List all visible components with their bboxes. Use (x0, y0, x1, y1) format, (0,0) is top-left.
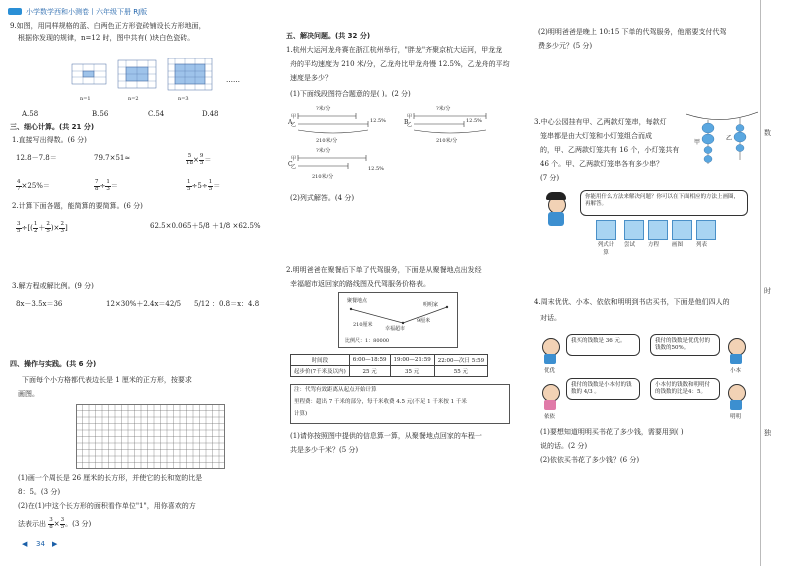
youyou-body (544, 354, 556, 364)
q9-text-2: 根据你发现的规律，n=12 时，图中共有( )块白色瓷砖。 (18, 34, 195, 42)
tile-figures (68, 58, 238, 98)
method-equation[interactable] (648, 220, 668, 248)
p1-q1: (1)下面线段图符合题意的是( )。(2 分) (290, 90, 411, 98)
option-a-label: A (288, 119, 293, 126)
p4-text-b: 对话。 (540, 314, 561, 322)
method-bubble: 你能用什么方法来解决问题？你可以在下面相应的方法上画圈，再解答。 (580, 190, 748, 216)
method-table-label: 列表 (696, 242, 708, 248)
option-d: D.48 (202, 110, 219, 118)
svg-text:甲: 甲 (291, 156, 297, 162)
student-body (548, 212, 564, 226)
svg-text:12.5%: 12.5% (368, 166, 384, 172)
section-5-title: 五、解决问题。(共 32 分) (286, 32, 371, 40)
table-row (291, 366, 488, 377)
p1-text-c: 速度是多少？ (290, 74, 332, 82)
lantern-b-label: 乙 (726, 135, 733, 142)
calc-2-a: $\frac{3}{5}$ ÷[( $\frac{1}{2}$ ＋ $\frac{2}{5}$ )× $\frac{2}{3}$ ] (17, 221, 68, 234)
calc-2-title: 2.计算下面各题，能简算的要简算。(6 分) (12, 202, 143, 210)
svg-text:?米/分: ?米/分 (316, 106, 331, 112)
note-3: 计算) (294, 411, 308, 417)
calc-1-b: 79.7×51≈ (94, 154, 131, 162)
calc-3-title: 3.解方程或解比例。(9 分) (12, 282, 94, 290)
svg-text:甲: 甲 (407, 114, 413, 120)
p2-text-b: 幸福超市返回家的路线图及代驾服务价格表。 (290, 280, 430, 288)
table-icon (696, 220, 716, 240)
svg-text:12.5%: 12.5% (370, 118, 386, 124)
segment-diagrams (286, 100, 506, 180)
map-home: 明明家 (423, 302, 439, 308)
s4-q2b: 法表示出 $\frac{3}{8}$ × $\frac{3}{5}$ 。(3 分) (18, 517, 92, 530)
xiaoben-body (730, 354, 742, 364)
label-n2: n=2 (128, 96, 139, 102)
label-n1: n=1 (80, 96, 91, 102)
label-n3: n=3 (178, 96, 189, 102)
svg-text:210米/分: 210米/分 (312, 174, 334, 180)
calc-3-a: 8x－3.5x＝36 (16, 300, 63, 308)
drawing-grid[interactable] (76, 404, 226, 470)
p3-text-b: 笼串都是由大灯笼和小灯笼组合而成 (540, 132, 652, 140)
svg-text:12.5%: 12.5% (466, 118, 482, 124)
section-4-desc: 下面每个小方格都代表边长是 1 厘米的正方形，按要求 (22, 376, 192, 384)
method-try[interactable] (624, 220, 644, 248)
page-number: 34 (36, 540, 45, 548)
name-youyou: 优优 (544, 368, 556, 374)
section-4-title: 四、操作与实践。(共 6 分) (10, 360, 97, 368)
name-yiyi: 依依 (544, 414, 556, 420)
map-d2: 9厘米 (417, 318, 431, 324)
method-draw[interactable] (672, 220, 692, 248)
side-char-2: 时 (764, 287, 771, 295)
svg-text:?米/分: ?米/分 (436, 106, 451, 112)
p3-text-c: 的，甲、乙两款灯笼共有 16 个，小灯笼共有 (540, 146, 680, 154)
p3-text-a: 3.中心公园挂有甲、乙两款灯笼串，每款灯 (534, 118, 667, 126)
map-start: 聚餐地点 (347, 298, 368, 304)
method-try-label: 尝试 (624, 242, 636, 248)
lantern-a-label: 甲 (694, 139, 701, 146)
yiyi-body (544, 400, 556, 410)
section-4-desc-2: 画图。 (18, 390, 39, 398)
note-1: 注：代驾有效距离从起点开始计算 (294, 387, 377, 393)
svg-text:210米/分: 210米/分 (316, 138, 338, 144)
draw-icon (672, 220, 692, 240)
option-a: A.58 (22, 110, 39, 118)
p1-q2: (2)列式解答。(4 分) (290, 194, 355, 202)
s4-q2: (2)在(1)中这个长方形的面积看作单位"1"，用你喜欢的方 (18, 502, 196, 510)
p4-q1b: 说的话。(2 分) (540, 442, 588, 450)
student-hair (546, 192, 566, 200)
mingming-body (730, 400, 742, 410)
p1-text-a: 1.杭州大运河龙舟赛在浙江杭州举行，"胖龙"齐聚京杭大运河，甲龙龙 (286, 46, 503, 54)
table-cell: 22:00—次日 5:59 (434, 355, 487, 366)
table-cell: 55 元 (434, 366, 487, 377)
calc-1-e: $\frac{7}{8}$ ÷ $\frac{1}{3}$ ＝ (95, 179, 118, 192)
p2-q1b: 共是多少千米？(5 分) (290, 446, 359, 454)
method-calc-label: 列式计算 (597, 242, 615, 256)
method-calc[interactable] (596, 220, 616, 256)
header-badge (8, 8, 22, 15)
label-ellipsis: …… (226, 76, 240, 84)
p2-text-a: 2.明明爸爸在聚餐后下单了代驾服务，下面是从聚餐地点出发经 (286, 266, 482, 274)
s4-q1: (1)画一个周长是 26 厘米的长方形，并使它的长和宽的比是 (18, 474, 203, 482)
p3-text-e: (7 分) (540, 174, 560, 182)
svg-text:210米/分: 210米/分 (436, 138, 458, 144)
price-table (290, 354, 488, 377)
calc-2-b: 62.5×0.065＋5/8 ＋1/8 ×62.5% (150, 222, 261, 230)
section-3-title: 三、细心计算。(共 21 分) (10, 123, 95, 131)
page-edge-divider (760, 0, 761, 566)
header-title: 小学数学西和小测卷丨六年级下册 RJ版 (26, 8, 148, 16)
try-icon (624, 220, 644, 240)
p4-q2: (2)依依买书花了多少钱？(6 分) (540, 456, 640, 464)
lantern-illustration (686, 108, 758, 174)
map-scale: 比例尺：1：80000 (345, 338, 390, 344)
table-cell: 6:00—18:59 (349, 355, 390, 366)
p4-q1: (1)要想知道明明买书花了多少钱，需要用到( ) (540, 428, 684, 436)
bubble-mingming: 小本付的钱数和明明付的钱数的比是4：5。 (650, 378, 720, 400)
p1-text-b: 舟的平均速度为 210 米/分，乙龙舟比甲龙舟慢 12.5%，乙龙舟的平均 (290, 60, 510, 68)
calc-1-d: $\frac{4}{7}$ ×25%＝ (17, 179, 50, 192)
q9-text: 9.如图，用同样规格的蓝、白两色正方形瓷砖铺设长方形地面， (10, 22, 206, 30)
table-cell: 时间段 (291, 355, 350, 366)
calc-icon (596, 220, 616, 240)
next-page-icon[interactable]: ▶ (52, 540, 58, 548)
svg-text:甲: 甲 (291, 114, 297, 120)
table-cell: 19:00—21:59 (390, 355, 434, 366)
p2-q2: (2)明明爸爸是晚上 10:15 下单的代驾服务，他需要支付代驾 (538, 28, 727, 36)
option-b-label: B (404, 119, 409, 126)
option-c-label: C (288, 161, 293, 168)
svg-text:?米/分: ?米/分 (316, 148, 331, 154)
note-2: 里程费：超出 7 千米的部分，每千米收费 4.5 元(不足 1 千米按 1 千米 (294, 399, 467, 405)
calc-3-c: 5/12 ：0.8＝x：4.8 (194, 300, 260, 308)
method-table[interactable] (696, 220, 716, 248)
name-xiaoben: 小本 (730, 368, 742, 374)
equation-icon (648, 220, 668, 240)
table-cell: 25 元 (349, 366, 390, 377)
calc-1-a: 12.8－7.8＝ (16, 154, 57, 162)
bubble-yiyi: 我付的钱数是小本付的钱数的 4/3 。 (566, 378, 640, 400)
method-draw-label: 画图 (672, 242, 684, 248)
route-map (338, 292, 458, 348)
map-shop: 幸福超市 (385, 326, 406, 332)
table-cell: 35 元 (390, 366, 434, 377)
bubble-youyou: 我买的钱数是 36 元。 (566, 334, 640, 356)
s4-q1b: 8：5。(3 分) (18, 488, 61, 496)
table-row (291, 355, 488, 366)
table-note-box (290, 384, 510, 424)
option-b: B.56 (92, 110, 109, 118)
svg-text:乙: 乙 (291, 122, 297, 128)
bubble-xiaoben: 我付的钱数是优优付的钱数的50%。 (650, 334, 720, 356)
svg-text:乙: 乙 (407, 122, 413, 128)
prev-page-icon[interactable]: ◀ (22, 540, 28, 548)
p2-q2b: 费多少元？(5 分) (538, 42, 593, 50)
p2-q1: (1)请你按照图中提供的信息算一算，从聚餐地点回家的车程一 (290, 432, 482, 440)
svg-text:乙: 乙 (291, 164, 297, 170)
table-cell: 起步价(7千米及以内) (291, 366, 350, 377)
calc-3-b: 12×30%＋2.4x＝42/5 (106, 300, 182, 308)
side-char-3: 独 (764, 429, 771, 437)
side-char-1: 数 (764, 129, 771, 137)
calc-1-title: 1.直接写出得数。(6 分) (12, 136, 87, 144)
p3-text-d: 46 个。甲、乙两款灯笼串各有多少串？ (540, 160, 664, 168)
method-equation-label: 方程 (648, 242, 660, 248)
p4-text-a: 4.周末优优、小本、依依和明明到书店买书，下面是他们四人的 (534, 298, 730, 306)
option-c: C.54 (148, 110, 165, 118)
calc-1-c: $\frac{5}{18}$ × $\frac{9}{5}$ ＝ (186, 153, 212, 166)
name-mingming: 明明 (730, 414, 742, 420)
map-d1: 210厘米 (353, 322, 373, 328)
calc-1-f: $\frac{1}{5}$ ÷5÷ $\frac{1}{5}$ ＝ (187, 179, 221, 192)
